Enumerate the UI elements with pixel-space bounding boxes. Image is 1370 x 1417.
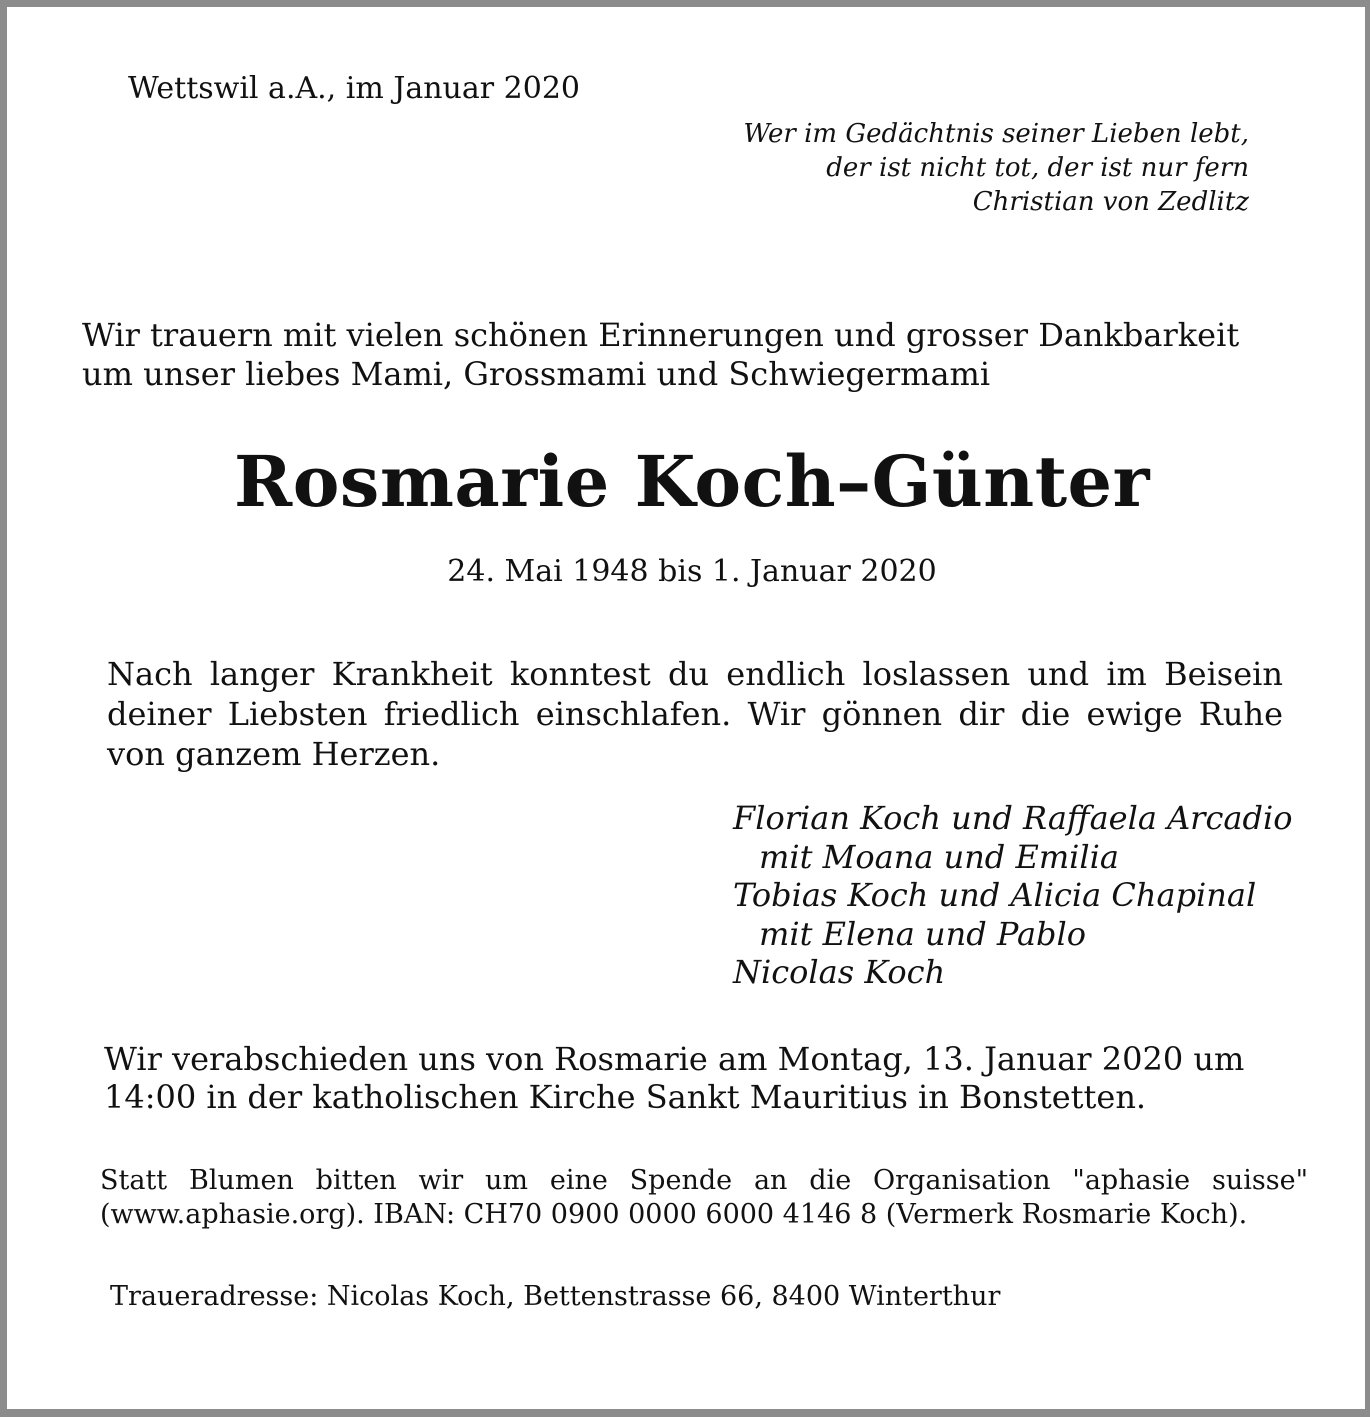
family-member: mit Moana und Emilia [759,837,1119,876]
family-member: Tobias Koch und Alicia Chapinal [733,876,1257,914]
family-signatures [733,799,1292,992]
motto-author: Christian von Zedlitz [972,187,1249,217]
donation-line: (www.aphasie.org). IBAN: CH70 0900 0000 6000 4146 8 (Vermerk Rosmarie Koch). [100,1199,1248,1230]
life-dates: 24. Mai 1948 bis 1. Januar 2020 [447,554,937,589]
donation-info [100,1164,1308,1232]
intro-line: Wir trauern mit vielen schönen Erinnerungen und grosser Dankbarkeit [82,316,1240,354]
intro-line: um unser liebes Mami, Grossmami und Schwiegermami [82,355,991,393]
intro-text [82,316,1239,394]
place-date: Wettswil a.A., im Januar 2020 [128,71,580,106]
deceased-name: Rosmarie Koch–Günter [234,440,1150,523]
family-member: Nicolas Koch [733,953,946,991]
message-line: deiner Liebsten friedlich einschlafen. Wir gönnen dir die ewige Ruhe [107,695,1283,733]
motto-quote [743,117,1249,219]
family-member: mit Elena und Pablo [759,914,1087,953]
service-info [104,1040,1244,1116]
message-line: Nach langer Krankheit konntest du endlich loslassen und im Beisein [107,655,1283,693]
service-line: 14:00 in der katholischen Kirche Sankt Mauritius in Bonstetten. [104,1078,1147,1116]
donation-line: Statt Blumen bitten wir um eine Spende an die Organisation "aphasie suisse" [100,1165,1308,1196]
motto-line: der ist nicht tot, der ist nur fern [826,153,1249,183]
farewell-message [107,654,1283,774]
mourning-address: Traueradresse: Nicolas Koch, Bettenstrasse 66, 8400 Winterthur [110,1281,1001,1312]
service-line: Wir verabschieden uns von Rosmarie am Montag, 13. Januar 2020 um [104,1040,1245,1078]
family-member: Florian Koch und Raffaela Arcadio [733,799,1293,837]
message-line: von ganzem Herzen. [107,735,441,773]
motto-line: Wer im Gedächtnis seiner Lieben lebt, [743,119,1249,149]
